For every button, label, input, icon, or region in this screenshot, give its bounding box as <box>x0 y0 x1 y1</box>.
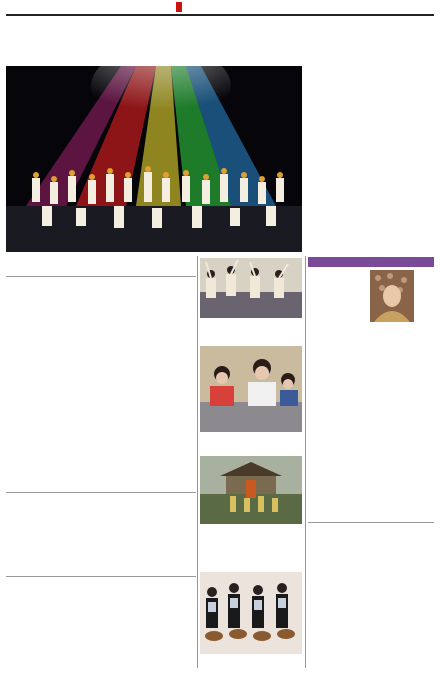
article4-rule <box>6 576 196 577</box>
photo-diy <box>200 346 302 432</box>
photo-audience <box>200 258 302 318</box>
speaker-photo <box>370 270 414 322</box>
article2-body <box>8 402 132 490</box>
right-subsection-rule <box>308 522 434 523</box>
temple-performance-image <box>200 456 302 524</box>
main-photo <box>6 66 302 252</box>
masthead <box>6 2 434 14</box>
right-subsection-body <box>308 540 434 666</box>
right-column-rule <box>305 256 306 668</box>
paper-logo <box>176 2 182 12</box>
photo-drum <box>200 572 302 654</box>
main-headline <box>14 16 434 46</box>
article4-body <box>8 596 194 666</box>
principal-speech-body <box>308 270 368 520</box>
article1-rule <box>6 276 196 277</box>
photo-temple <box>200 456 302 524</box>
article2-title <box>140 370 192 490</box>
diy-class-image <box>200 346 302 432</box>
principal-speech-body-2 <box>370 324 388 520</box>
principal-quote <box>390 328 434 528</box>
photo-temple-caption <box>202 526 302 570</box>
article2-body-extra <box>170 282 194 368</box>
principal-box-label <box>308 257 434 267</box>
dharma-master-image <box>370 270 414 322</box>
article-body-top-right <box>306 66 434 252</box>
speaker-name <box>416 270 434 330</box>
photo-audience-caption <box>202 320 302 342</box>
stage-performance-image <box>6 66 302 252</box>
article3-rule <box>6 492 196 493</box>
photo-diy-caption <box>202 434 302 446</box>
article3-body <box>8 512 194 574</box>
audience-clapping-image <box>200 258 302 318</box>
middle-column-rule <box>197 256 198 668</box>
drum-performance-image <box>200 572 302 654</box>
